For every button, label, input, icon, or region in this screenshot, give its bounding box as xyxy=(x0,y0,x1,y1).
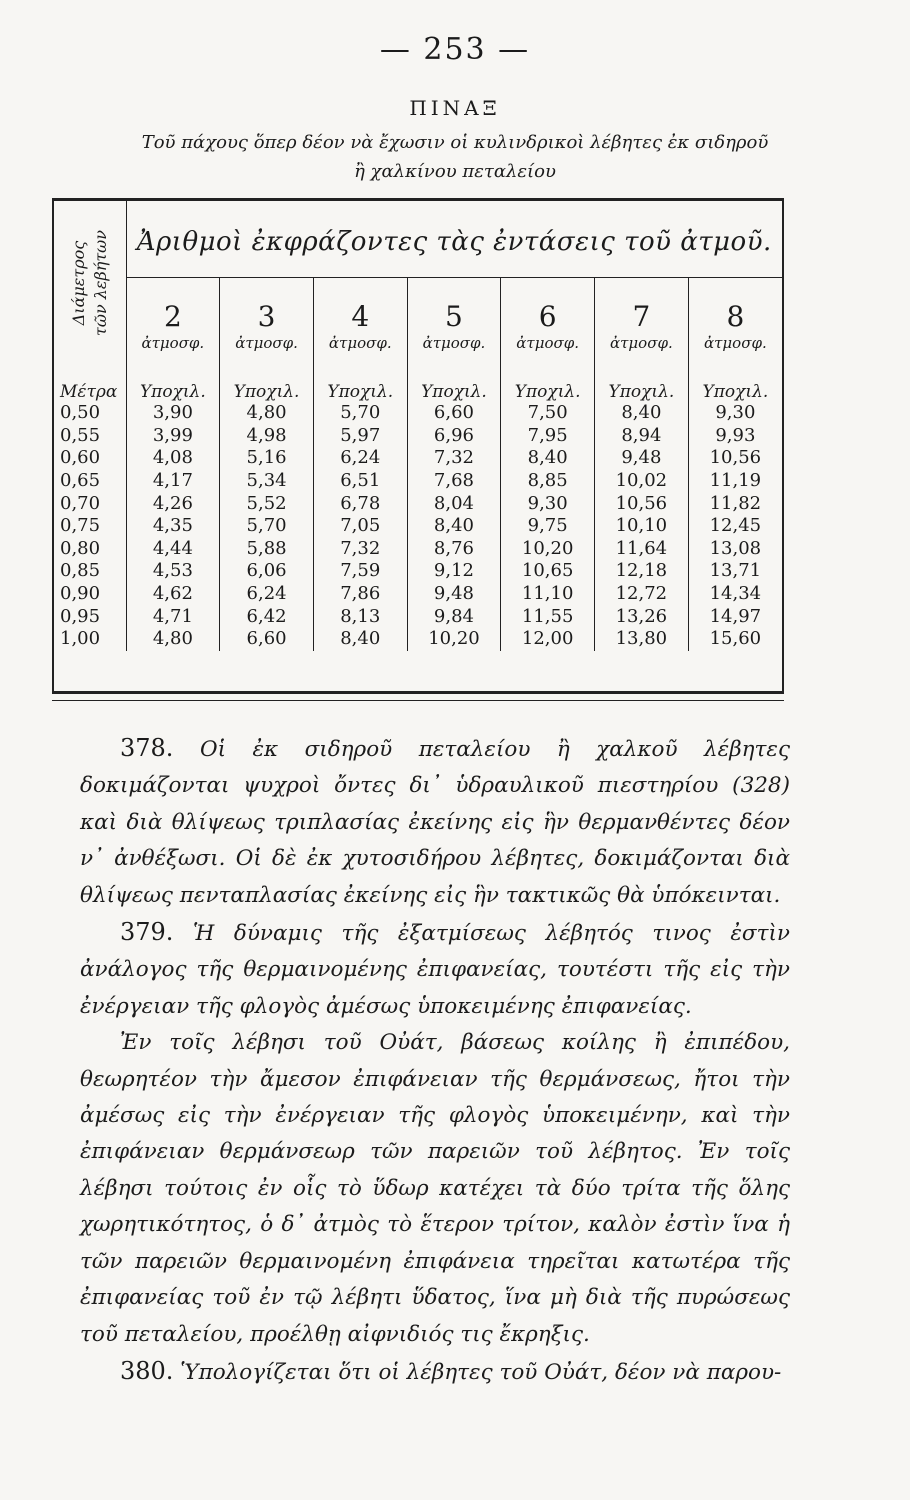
thickness-cell: 4,35 xyxy=(126,515,220,538)
thickness-cell: 11,55 xyxy=(501,605,595,628)
thickness-cell: 9,75 xyxy=(501,515,595,538)
column-number: 3 xyxy=(257,300,276,333)
caption-line-2: ἢ χαλκίνου πεταλείου xyxy=(354,161,556,182)
row-header-line-1: Διάμετρος xyxy=(68,240,88,325)
unit-millimeters: Υποχιλ. xyxy=(407,364,501,402)
column-number: 4 xyxy=(351,300,370,333)
unit-millimeters: Υποχιλ. xyxy=(702,382,769,402)
column-number: 6 xyxy=(538,300,557,333)
thickness-cell: 7,68 xyxy=(407,470,501,493)
column-number: 7 xyxy=(632,300,651,333)
thickness-cell: 12,45 xyxy=(709,515,762,537)
thickness-cell: 5,34 xyxy=(220,470,314,493)
thickness-cell: 11,19 xyxy=(709,470,762,492)
row-header-diameter xyxy=(54,201,126,364)
thickness-cell: 4,44 xyxy=(126,538,220,561)
thickness-cell: 14,97 xyxy=(709,605,762,627)
thickness-cell: 8,40 xyxy=(407,515,501,538)
thickness-cell: 10,56 xyxy=(709,447,762,469)
column-number: 5 xyxy=(445,300,463,333)
thickness-cell: 8,76 xyxy=(407,538,501,561)
thickness-cell: 7,95 xyxy=(501,425,595,448)
paragraph-watt xyxy=(80,1025,790,1353)
thickness-cell: 4,98 xyxy=(220,425,314,448)
row-header-line-2: τῶν λεβήτων xyxy=(90,229,110,336)
paragraph-380 xyxy=(80,1353,790,1391)
paragraph-text: Οἱ ἐκ σιδηροῦ πεταλείου ἢ χαλκοῦ λέβητες δοκιμάζονται ψυχροὶ ὄντες δι᾽ ὑδραυλικοῦ πιεστηρίου (328) καὶ διὰ θλίψεως τριπλασίας ἐκείνης εἰς ἣν θερμανθέντες δέον ν᾽ ἀνθέξωσι. Οἱ δὲ ἐκ χυτοσιδήρου λέβητες, δοκιμάζονται διὰ θλίψεως πενταπλασίας ἐκείνης εἰς ἣν τακτικῶς θὰ ὑπόκεινται. xyxy=(80,737,790,908)
unit-millimeters: Υποχιλ. xyxy=(595,364,689,402)
thickness-cell: 8,04 xyxy=(407,492,501,515)
column-number: 2 xyxy=(163,300,182,333)
paragraph-text: Ἐν τοῖς λέβησι τοῦ Οὐάτ, βάσεως κοίλης ἢ ἐπιπέδου, θεωρητέον τὴν ἄμεσον ἐπιφάνειαν τῆς θερμάνσεως, ἤτοι τὴν ἀμέσως εἰς τὴν ἐνέργειαν τῆς φλογὸς ὑποκειμένην, καὶ τὴν ἐπιφάνειαν θερμάνσεωρ τῶν παρειῶν τοῦ λέβητος. Ἐν τοῖς λέβησι τούτοις ἐν οἷς τὸ ὕδωρ κατέχει τὰ δύο τρίτα τῆς ὅλης χωρητικότητος, ὁ δ᾽ ἀτμὸς τὸ ἕτερον τρίτον, καλὸν ἐστὶν ἵνα ἡ τῶν παρειῶν θερμαινομένη ἐπιφάνεια τηρεῖται κατωτέρα τῆς ἐπιφανείας τοῦ ἐν τῷ λέβητι ὕδατος, ἵνα μὴ διὰ τῆς πυρώσεως τοῦ πεταλείου, προέλθῃ αἰφνιδιός τις ἔκρηξις. xyxy=(80,1030,790,1347)
table-row xyxy=(54,538,782,561)
thickness-cell: 9,48 xyxy=(595,447,689,470)
thickness-cell: 9,12 xyxy=(407,560,501,583)
table-row xyxy=(54,628,782,651)
diameter-cell: 0,70 xyxy=(54,492,126,515)
thickness-cell: 9,84 xyxy=(407,605,501,628)
diameter-cell: 0,65 xyxy=(54,470,126,493)
thickness-cell: 7,59 xyxy=(313,560,407,583)
column-header-2 xyxy=(126,278,220,365)
column-header-5 xyxy=(407,278,501,365)
diameter-cell: 0,80 xyxy=(54,538,126,561)
thickness-cell: 7,05 xyxy=(313,515,407,538)
unit-millimeters: Υποχιλ. xyxy=(126,364,220,402)
column-header-4 xyxy=(313,278,407,365)
caption-line-1: Τοῦ πάχους ὅπερ δέον νὰ ἔχωσιν οἱ κυλινδρικοὶ λέβητες ἐκ σιδηροῦ xyxy=(141,132,769,153)
thickness-cell: 7,86 xyxy=(313,583,407,606)
diameter-cell: 0,50 xyxy=(54,402,126,425)
thickness-cell: 4,17 xyxy=(126,470,220,493)
thickness-table xyxy=(52,198,784,694)
thickness-cell: 10,02 xyxy=(595,470,689,493)
thickness-cell: 15,60 xyxy=(709,628,762,650)
table-row xyxy=(54,515,782,538)
thickness-cell: 6,51 xyxy=(313,470,407,493)
thickness-cell: 10,10 xyxy=(595,515,689,538)
thickness-cell: 9,30 xyxy=(715,402,756,424)
diameter-cell: 0,85 xyxy=(54,560,126,583)
column-unit: ἀτμοσφ. xyxy=(328,334,392,352)
thickness-cell: 13,71 xyxy=(709,560,762,582)
table-bottom-rule xyxy=(52,700,784,701)
thickness-cell: 11,64 xyxy=(595,538,689,561)
column-unit: ἀτμοσφ. xyxy=(704,334,767,352)
thickness-cell: 10,20 xyxy=(501,538,595,561)
unit-meters: Μέτρα xyxy=(54,364,126,402)
thickness-cell: 13,08 xyxy=(709,537,762,559)
column-number: 8 xyxy=(726,300,745,333)
table-title: ΠΙΝΑΞ xyxy=(409,96,501,120)
column-unit: ἀτμοσφ. xyxy=(516,334,580,352)
thickness-cell: 10,65 xyxy=(501,560,595,583)
thickness-cell: 6,60 xyxy=(220,628,314,651)
thickness-cell: 13,26 xyxy=(595,605,689,628)
thickness-cell: 10,56 xyxy=(595,492,689,515)
thickness-cell: 7,32 xyxy=(313,538,407,561)
page-number: — 253 — xyxy=(379,32,531,67)
thickness-cell: 5,88 xyxy=(220,538,314,561)
thickness-cell: 14,34 xyxy=(709,583,762,605)
unit-millimeters: Υποχιλ. xyxy=(220,364,314,402)
paragraph-text: Ὑπολογίζεται ὅτι οἱ λέβητες τοῦ Οὐάτ, δέον νὰ παρου- xyxy=(180,1359,782,1385)
thickness-cell: 4,71 xyxy=(126,605,220,628)
thickness-cell: 7,32 xyxy=(407,447,501,470)
thickness-cell: 8,40 xyxy=(595,402,689,425)
thickness-cell: 8,13 xyxy=(313,605,407,628)
diameter-cell: 0,95 xyxy=(54,605,126,628)
thickness-cell: 6,24 xyxy=(220,583,314,606)
column-header-7 xyxy=(595,278,689,365)
thickness-cell: 6,96 xyxy=(407,425,501,448)
column-unit: ἀτμοσφ. xyxy=(610,334,673,352)
thickness-cell: 6,42 xyxy=(220,605,314,628)
thickness-cell: 4,80 xyxy=(220,402,314,425)
thickness-cell: 9,93 xyxy=(715,424,756,446)
thickness-cell: 10,20 xyxy=(407,628,501,651)
thickness-cell: 8,40 xyxy=(501,447,595,470)
column-header-8 xyxy=(688,278,782,365)
thickness-cell: 6,24 xyxy=(313,447,407,470)
thickness-cell: 8,94 xyxy=(595,425,689,448)
diameter-cell: 0,60 xyxy=(54,447,126,470)
thickness-cell: 5,70 xyxy=(220,515,314,538)
section-number: 379. xyxy=(120,918,174,947)
column-header-3 xyxy=(220,278,314,365)
thickness-cell: 8,40 xyxy=(313,628,407,651)
table-row xyxy=(54,470,782,493)
table-caption xyxy=(95,128,815,186)
thickness-cell: 4,08 xyxy=(126,447,220,470)
thickness-cell: 3,90 xyxy=(126,402,220,425)
thickness-cell: 5,97 xyxy=(313,425,407,448)
thickness-cell: 5,70 xyxy=(313,402,407,425)
paragraph-text: Ἡ δύναμις τῆς ἐξατμίσεως λέβητός τινος ἐστὶν ἀνάλογος τῆς θερμαινομένης ἐπιφανείας, τουτέστι τῆς εἰς τὴν ἐνέργειαν τῆς φλογὸς ἀμέσως ὑποκειμένης ἐπιφανείας. xyxy=(80,921,790,1019)
thickness-cell: 13,80 xyxy=(595,628,689,651)
table-row xyxy=(54,447,782,470)
diameter-cell: 0,55 xyxy=(54,425,126,448)
thickness-cell: 11,10 xyxy=(501,583,595,606)
column-unit: ἀτμοσφ. xyxy=(141,334,205,352)
body-text xyxy=(80,730,790,1391)
thickness-cell: 6,78 xyxy=(313,492,407,515)
thickness-cell: 7,50 xyxy=(501,402,595,425)
thickness-cell: 11,82 xyxy=(709,492,762,514)
unit-millimeters: Υποχιλ. xyxy=(501,364,595,402)
diameter-cell: 0,75 xyxy=(54,515,126,538)
table-body xyxy=(54,402,782,651)
column-header-row xyxy=(54,278,782,365)
unit-row xyxy=(54,364,782,402)
column-header-6 xyxy=(501,278,595,365)
paragraph-379 xyxy=(80,914,790,1025)
table-row xyxy=(54,560,782,583)
thickness-cell: 12,18 xyxy=(595,560,689,583)
thickness-cell: 6,06 xyxy=(220,560,314,583)
thickness-cell: 8,85 xyxy=(501,470,595,493)
diameter-cell: 0,90 xyxy=(54,583,126,606)
table-row xyxy=(54,583,782,606)
unit-millimeters: Υποχιλ. xyxy=(313,364,407,402)
thickness-cell: 4,26 xyxy=(126,492,220,515)
table-row xyxy=(54,492,782,515)
super-header: Ἀριθμοὶ ἐκφράζοντες τὰς ἐντάσεις τοῦ ἀτμοῦ. xyxy=(126,201,782,278)
thickness-cell: 4,62 xyxy=(126,583,220,606)
diameter-cell: 1,00 xyxy=(54,628,126,651)
column-unit: ἀτμοσφ. xyxy=(422,334,486,352)
thickness-cell: 4,53 xyxy=(126,560,220,583)
column-unit: ἀτμοσφ. xyxy=(235,334,298,352)
table-row xyxy=(54,402,782,425)
paragraph-378 xyxy=(80,730,790,914)
thickness-cell: 12,72 xyxy=(595,583,689,606)
table-row xyxy=(54,425,782,448)
section-number: 380. xyxy=(120,1356,174,1385)
table-row xyxy=(54,605,782,628)
thickness-cell: 9,48 xyxy=(407,583,501,606)
thickness-cell: 6,60 xyxy=(407,402,501,425)
section-number: 378. xyxy=(120,734,174,762)
thickness-cell: 9,30 xyxy=(501,492,595,515)
thickness-cell: 5,52 xyxy=(220,492,314,515)
thickness-cell: 3,99 xyxy=(126,425,220,448)
thickness-cell: 5,16 xyxy=(220,447,314,470)
thickness-cell: 4,80 xyxy=(126,628,220,651)
thickness-cell: 12,00 xyxy=(501,628,595,651)
